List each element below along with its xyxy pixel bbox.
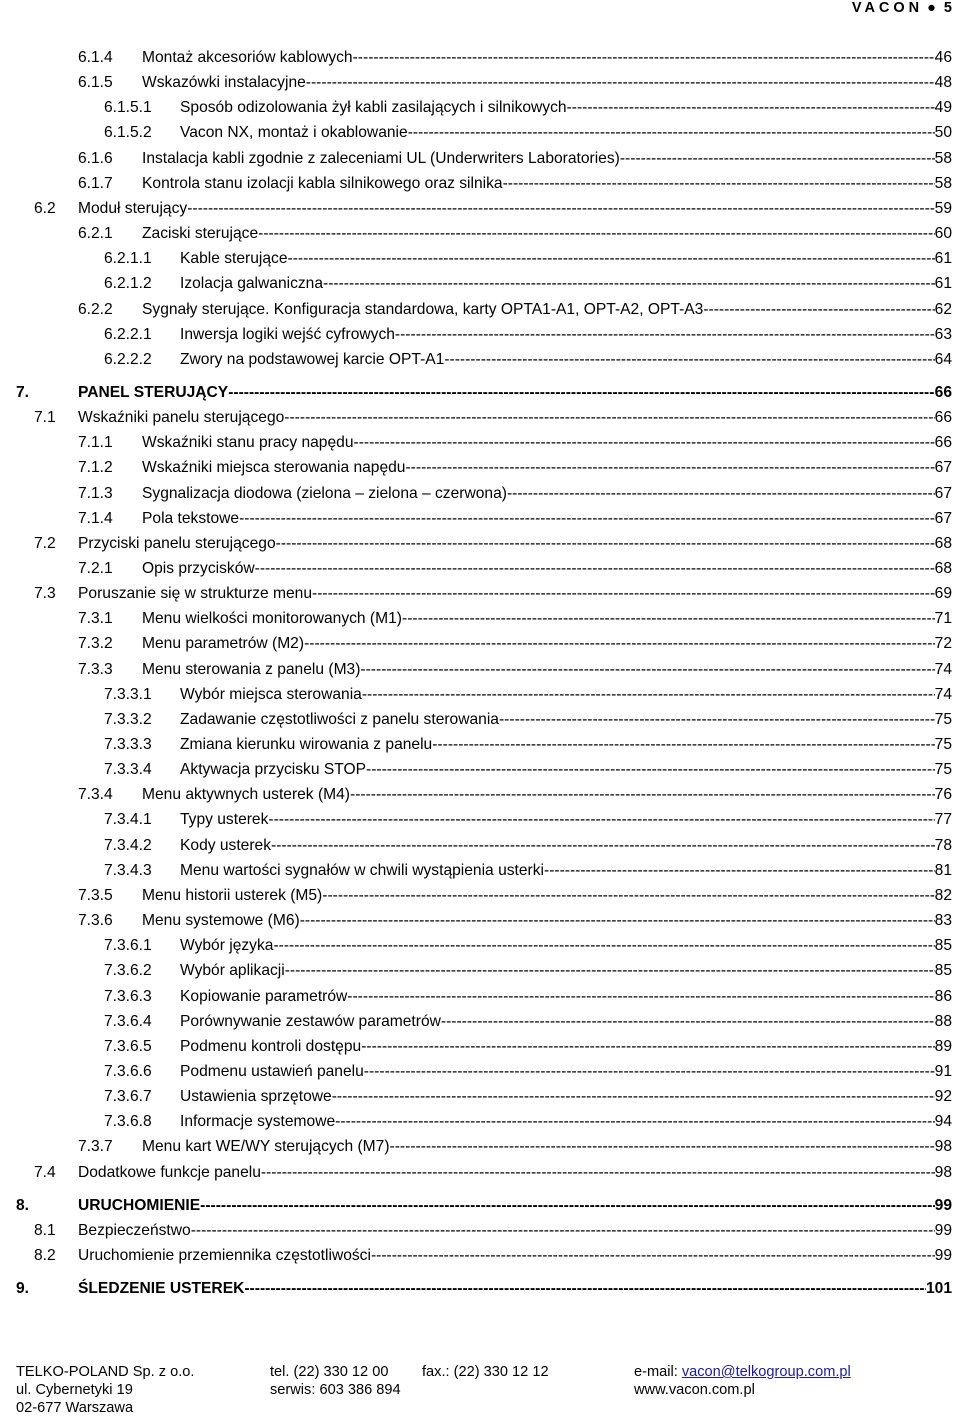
toc-entry-number: 7.2 bbox=[34, 535, 56, 552]
toc-entry-page: 50 bbox=[934, 124, 952, 141]
brand-name: VACON bbox=[851, 0, 924, 16]
toc-entry-number: 7.3.6.7 bbox=[104, 1088, 152, 1105]
toc-entry[interactable] bbox=[104, 1061, 952, 1083]
toc-entry-title: Zwory na podstawowej karcie OPT-A1 bbox=[180, 351, 445, 368]
toc-entry-page: 98 bbox=[934, 1164, 952, 1181]
toc-leader bbox=[544, 860, 935, 882]
toc-entry-number: 7.3.4.1 bbox=[104, 811, 152, 828]
toc-entry-page: 77 bbox=[934, 811, 952, 828]
toc-entry-page: 64 bbox=[934, 351, 952, 368]
toc-entry-number: 7.1.4 bbox=[78, 510, 113, 527]
toc-entry-title: Przyciski panelu sterującego bbox=[78, 535, 276, 552]
toc-entry-page: 72 bbox=[934, 635, 952, 652]
toc-entry-number: 6.1.4 bbox=[78, 49, 113, 66]
toc-leader bbox=[390, 1136, 935, 1158]
toc-entry[interactable] bbox=[104, 935, 952, 957]
toc-entry-page: 82 bbox=[934, 887, 952, 904]
toc-entry-number: 6.1.5 bbox=[78, 74, 113, 91]
toc-entry-number: 7.1.3 bbox=[78, 485, 113, 502]
toc-entry-page: 75 bbox=[934, 736, 952, 753]
toc-leader bbox=[408, 122, 935, 144]
toc-leader bbox=[507, 483, 935, 505]
toc-entry-title: Kopiowanie parametrów bbox=[180, 988, 348, 1005]
toc-entry[interactable] bbox=[104, 1011, 952, 1033]
toc-entry[interactable] bbox=[78, 633, 952, 655]
toc-entry-title: Informacje systemowe bbox=[180, 1113, 336, 1130]
toc-entry-title: Montaż akcesoriów kablowych bbox=[142, 49, 353, 66]
toc-leader bbox=[405, 457, 934, 479]
toc-entry-title: Sygnalizacja diodowa (zielona – zielona – czerwona) bbox=[142, 485, 507, 502]
toc-entry-number: 7.3.3.2 bbox=[104, 711, 152, 728]
toc-entry-number: 6.2.2 bbox=[78, 301, 113, 318]
toc-entry-page: 67 bbox=[934, 459, 952, 476]
toc-entry[interactable] bbox=[78, 457, 952, 479]
toc-entry[interactable] bbox=[34, 583, 952, 605]
toc-entry-page: 76 bbox=[934, 786, 952, 803]
toc-entry[interactable] bbox=[104, 349, 952, 371]
toc-entry-page: 59 bbox=[934, 200, 952, 217]
toc-entry[interactable] bbox=[104, 122, 952, 144]
toc-leader bbox=[285, 960, 935, 982]
toc-entry-number: 7.3.1 bbox=[78, 610, 113, 627]
toc-entry[interactable] bbox=[78, 910, 952, 932]
toc-leader bbox=[271, 835, 935, 857]
toc-entry-number: 7.3.6.8 bbox=[104, 1113, 152, 1130]
toc-entry-title: Podmenu kontroli dostępu bbox=[180, 1038, 362, 1055]
toc-entry[interactable] bbox=[34, 407, 952, 429]
toc-entry[interactable] bbox=[78, 173, 952, 195]
toc-entry-number: 7.2.1 bbox=[78, 560, 113, 577]
toc-entry-number: 6.2.1.2 bbox=[104, 275, 152, 292]
toc-entry[interactable] bbox=[16, 1195, 952, 1217]
page-header bbox=[852, 0, 952, 16]
toc-entry-title: Moduł sterujący bbox=[78, 200, 188, 217]
toc-entry-page: 85 bbox=[934, 937, 952, 954]
toc-entry-number: 7.3.6 bbox=[78, 912, 113, 929]
toc-entry-page: 67 bbox=[934, 485, 952, 502]
toc-entry[interactable] bbox=[78, 299, 952, 321]
toc-entry-page: 74 bbox=[934, 661, 952, 678]
email-label: e-mail: bbox=[634, 1364, 682, 1380]
toc-entry-number: 7.3.6.2 bbox=[104, 962, 152, 979]
toc-entry-title: Zmiana kierunku wirowania z panelu bbox=[180, 736, 433, 753]
toc-entry-title: Menu aktywnych usterek (M4) bbox=[142, 786, 350, 803]
toc-entry-page: 74 bbox=[934, 686, 952, 703]
toc-entry-page: 66 bbox=[934, 384, 952, 401]
toc-entry-page: 86 bbox=[934, 988, 952, 1005]
toc-entry-number: 7.3 bbox=[34, 585, 56, 602]
toc-entry-title: Bezpieczeństwo bbox=[78, 1222, 191, 1239]
toc-entry-number: 6.2.2.1 bbox=[104, 326, 152, 343]
toc-entry-page: 71 bbox=[934, 610, 952, 627]
toc-entry-number: 7.3.5 bbox=[78, 887, 113, 904]
toc-entry[interactable] bbox=[104, 960, 952, 982]
toc-entry[interactable] bbox=[78, 47, 952, 69]
toc-entry-title: Menu wielkości monitorowanych (M1) bbox=[142, 610, 402, 627]
toc-leader bbox=[444, 349, 934, 371]
toc-entry[interactable] bbox=[104, 759, 952, 781]
toc-entry-number: 7.3.6.4 bbox=[104, 1013, 152, 1030]
toc-entry-title: Ustawienia sprzętowe bbox=[180, 1088, 332, 1105]
street-address: ul. Cybernetyki 19 bbox=[16, 1382, 133, 1398]
toc-entry[interactable] bbox=[104, 809, 952, 831]
toc-entry-page: 91 bbox=[934, 1063, 952, 1080]
toc-entry[interactable] bbox=[34, 198, 952, 220]
toc-leader bbox=[191, 1220, 935, 1242]
toc-entry[interactable] bbox=[104, 97, 952, 119]
toc-entry[interactable] bbox=[78, 508, 952, 530]
toc-entry-title: Kody usterek bbox=[180, 837, 272, 854]
toc-leader bbox=[499, 709, 935, 731]
toc-entry-page: 66 bbox=[934, 409, 952, 426]
toc-entry[interactable] bbox=[104, 709, 952, 731]
toc-entry-number: 6.2.1 bbox=[78, 225, 113, 242]
toc-leader bbox=[200, 1195, 934, 1217]
toc-entry[interactable] bbox=[104, 1086, 952, 1108]
toc-entry-page: 78 bbox=[934, 837, 952, 854]
toc-entry-title: Sygnały sterujące. Konfiguracja standardowa, karty OPTA1-A1, OPT-A2, OPT-A3 bbox=[142, 301, 704, 318]
toc-entry-title: Inwersja logiki wejść cyfrowych bbox=[180, 326, 395, 343]
toc-entry-title: Poruszanie się w strukturze menu bbox=[78, 585, 313, 602]
toc-entry[interactable] bbox=[16, 382, 952, 404]
toc-entry-page: 66 bbox=[934, 434, 952, 451]
toc-entry-page: 98 bbox=[934, 1138, 952, 1155]
toc-entry-title: Typy usterek bbox=[180, 811, 269, 828]
toc-entry-number: 7.3.6.1 bbox=[104, 937, 152, 954]
toc-entry[interactable] bbox=[104, 684, 952, 706]
toc-leader bbox=[276, 533, 935, 555]
toc-entry-page: 99 bbox=[934, 1222, 952, 1239]
toc-leader bbox=[288, 248, 935, 270]
toc-entry-number: 6.2.1.1 bbox=[104, 250, 152, 267]
toc-entry-number: 6.1.5.2 bbox=[104, 124, 152, 141]
toc-entry[interactable] bbox=[104, 248, 952, 270]
toc-entry-title: Vacon NX, montaż i okablowanie bbox=[180, 124, 408, 141]
toc-entry[interactable] bbox=[104, 1111, 952, 1133]
toc-entry-title: Wskaźniki panelu sterującego bbox=[78, 409, 285, 426]
toc-entry[interactable] bbox=[34, 1220, 952, 1242]
toc-entry-number: 7.3.6.5 bbox=[104, 1038, 152, 1055]
toc-entry-number: 6.1.5.1 bbox=[104, 99, 152, 116]
toc-entry-page: 83 bbox=[934, 912, 952, 929]
toc-entry-title: Wskaźniki miejsca sterowania napędu bbox=[142, 459, 406, 476]
toc-entry-title: Menu wartości sygnałów w chwili wystąpienia usterki bbox=[180, 862, 544, 879]
toc-entry-number: 7.3.2 bbox=[78, 635, 113, 652]
toc-entry-title: Aktywacja przycisku STOP bbox=[180, 761, 367, 778]
toc-leader bbox=[322, 885, 934, 907]
toc-leader bbox=[503, 173, 935, 195]
toc-leader bbox=[620, 148, 935, 170]
toc-entry-title: URUCHOMIENIE bbox=[78, 1197, 201, 1214]
toc-entry-page: 60 bbox=[934, 225, 952, 242]
toc-entry-number: 7.3.3.4 bbox=[104, 761, 152, 778]
toc-leader bbox=[284, 407, 934, 429]
phone-number: tel. (22) 330 12 00 bbox=[270, 1364, 389, 1380]
toc-entry-page: 61 bbox=[934, 275, 952, 292]
toc-leader bbox=[304, 633, 935, 655]
toc-leader bbox=[353, 47, 935, 69]
toc-entry-page: 58 bbox=[934, 150, 952, 167]
toc-entry-number: 6.1.7 bbox=[78, 175, 113, 192]
toc-leader bbox=[402, 608, 935, 630]
bullet-icon: ● bbox=[927, 0, 936, 16]
toc-leader bbox=[371, 1245, 935, 1267]
toc-entry-page: 85 bbox=[934, 962, 952, 979]
toc-entry-number: 8.2 bbox=[34, 1247, 56, 1264]
toc-entry-number: 7.3.4 bbox=[78, 786, 113, 803]
toc-entry-number: 7.3.3.3 bbox=[104, 736, 152, 753]
company-name: TELKO-POLAND Sp. z o.o. bbox=[16, 1364, 195, 1380]
toc-entry[interactable] bbox=[78, 558, 952, 580]
toc-entry[interactable] bbox=[78, 659, 952, 681]
toc-leader bbox=[187, 198, 934, 220]
toc-entry-page: 61 bbox=[934, 250, 952, 267]
toc-entry-page: 68 bbox=[934, 535, 952, 552]
toc-entry-title: Wybór języka bbox=[180, 937, 274, 954]
toc-entry-number: 7.1.1 bbox=[78, 434, 113, 451]
toc-entry-title: Opis przycisków bbox=[142, 560, 255, 577]
toc-leader bbox=[366, 759, 935, 781]
toc-entry-number: 6.1.6 bbox=[78, 150, 113, 167]
toc-leader bbox=[323, 273, 935, 295]
toc-entry-title: Zaciski sterujące bbox=[142, 225, 259, 242]
toc-entry-page: 58 bbox=[934, 175, 952, 192]
toc-entry-number: 8. bbox=[16, 1197, 30, 1214]
toc-leader bbox=[300, 910, 935, 932]
city-address: 02-677 Warszawa bbox=[16, 1400, 134, 1416]
toc-entry[interactable] bbox=[104, 986, 952, 1008]
toc-entry-title: Menu parametrów (M2) bbox=[142, 635, 305, 652]
toc-entry-title: Wybór miejsca sterowania bbox=[180, 686, 362, 703]
toc-entry-title: Menu sterowania z panelu (M3) bbox=[142, 661, 361, 678]
toc-leader bbox=[432, 734, 934, 756]
toc-entry-number: 7.1.2 bbox=[78, 459, 113, 476]
toc-entry-page: 75 bbox=[934, 711, 952, 728]
toc-leader bbox=[567, 97, 935, 119]
toc-entry[interactable] bbox=[78, 432, 952, 454]
toc-entry-title: Podmenu ustawień panelu bbox=[180, 1063, 364, 1080]
toc-entry-page: 62 bbox=[934, 301, 952, 318]
toc-leader bbox=[261, 1162, 935, 1184]
toc-entry-title: Wskazówki instalacyjne bbox=[142, 74, 306, 91]
toc-entry-title: Izolacja galwaniczna bbox=[180, 275, 324, 292]
toc-leader bbox=[364, 1061, 935, 1083]
service-phone: serwis: 603 386 894 bbox=[270, 1382, 401, 1398]
toc-entry-title: Uruchomienie przemiennika częstotliwości bbox=[78, 1247, 371, 1264]
toc-entry-number: 7.3.6.6 bbox=[104, 1063, 152, 1080]
toc-entry-number: 6.2.2.2 bbox=[104, 351, 152, 368]
toc-entry-title: Zadawanie częstotliwości z panelu sterowania bbox=[180, 711, 499, 728]
toc-entry-number: 9. bbox=[16, 1280, 30, 1297]
toc-entry-page: 67 bbox=[934, 510, 952, 527]
toc-entry-page: 94 bbox=[934, 1113, 952, 1130]
toc-leader bbox=[360, 659, 934, 681]
toc-entry[interactable] bbox=[78, 608, 952, 630]
toc-entry-title: Dodatkowe funkcje panelu bbox=[78, 1164, 261, 1181]
toc-entry[interactable] bbox=[78, 1136, 952, 1158]
toc-entry[interactable] bbox=[104, 860, 952, 882]
toc-entry-page: 46 bbox=[934, 49, 952, 66]
toc-entry-title: Menu kart WE/WY sterujących (M7) bbox=[142, 1138, 390, 1155]
toc-entry[interactable] bbox=[78, 483, 952, 505]
toc-entry-number: 7. bbox=[16, 384, 30, 401]
website-link[interactable]: www.vacon.com.pl bbox=[634, 1382, 755, 1398]
toc-entry[interactable] bbox=[104, 324, 952, 346]
toc-entry-number: 7.3.3.1 bbox=[104, 686, 152, 703]
toc-leader bbox=[273, 935, 934, 957]
toc-entry-title: Instalacja kabli zgodnie z zaleceniami UL (Underwriters Laboratories) bbox=[142, 150, 620, 167]
toc-entry[interactable] bbox=[34, 1162, 952, 1184]
toc-entry-page: 48 bbox=[934, 74, 952, 91]
email-link[interactable]: vacon@telkogroup.com.pl bbox=[681, 1364, 851, 1380]
toc-entry-page: 81 bbox=[934, 862, 952, 879]
toc-leader bbox=[268, 809, 934, 831]
toc-entry-title: PANEL STERUJĄCY bbox=[78, 384, 229, 401]
toc-entry-number: 7.3.4.3 bbox=[104, 862, 152, 879]
toc-leader bbox=[335, 1111, 935, 1133]
toc-entry-page: 101 bbox=[925, 1280, 952, 1297]
toc-entry-number: 6.2 bbox=[34, 200, 56, 217]
toc-entry[interactable] bbox=[34, 533, 952, 555]
toc-entry-number: 7.3.4.2 bbox=[104, 837, 152, 854]
toc-entry[interactable] bbox=[78, 72, 952, 94]
toc-entry-page: 92 bbox=[934, 1088, 952, 1105]
toc-entry[interactable] bbox=[16, 1278, 952, 1300]
toc-entry-title: ŚLEDZENIE USTEREK bbox=[78, 1280, 245, 1297]
fax-number: fax.: (22) 330 12 12 bbox=[422, 1364, 549, 1380]
toc-entry-page: 49 bbox=[934, 99, 952, 116]
toc-entry-page: 99 bbox=[934, 1247, 952, 1264]
toc-leader bbox=[306, 72, 935, 94]
toc-leader bbox=[703, 299, 934, 321]
toc-leader bbox=[312, 583, 935, 605]
toc-leader bbox=[362, 684, 935, 706]
toc-entry-page: 68 bbox=[934, 560, 952, 577]
toc-entry-number: 8.1 bbox=[34, 1222, 56, 1239]
toc-entry-number: 7.4 bbox=[34, 1164, 56, 1181]
toc-leader bbox=[395, 324, 935, 346]
toc-entry-number: 7.3.6.3 bbox=[104, 988, 152, 1005]
toc-entry-title: Wskaźniki stanu pracy napędu bbox=[142, 434, 354, 451]
toc-leader bbox=[258, 223, 935, 245]
toc-leader bbox=[347, 986, 934, 1008]
toc-entry-page: 63 bbox=[934, 326, 952, 343]
toc-entry-number: 7.3.7 bbox=[78, 1138, 113, 1155]
toc-entry-title: Pola tekstowe bbox=[142, 510, 240, 527]
toc-entry-number: 7.3.3 bbox=[78, 661, 113, 678]
toc-leader bbox=[332, 1086, 935, 1108]
toc-entry-title: Wybór aplikacji bbox=[180, 962, 285, 979]
toc-entry-title: Menu historii usterek (M5) bbox=[142, 887, 323, 904]
toc-entry-number: 7.1 bbox=[34, 409, 56, 426]
toc-entry-page: 89 bbox=[934, 1038, 952, 1055]
toc-leader bbox=[361, 1036, 934, 1058]
toc-entry-title: Menu systemowe (M6) bbox=[142, 912, 300, 929]
toc-entry[interactable] bbox=[78, 885, 952, 907]
toc-entry[interactable] bbox=[34, 1245, 952, 1267]
toc-entry[interactable] bbox=[104, 734, 952, 756]
toc-leader bbox=[239, 508, 935, 530]
toc-entry-page: 88 bbox=[934, 1013, 952, 1030]
toc-entry[interactable] bbox=[78, 148, 952, 170]
toc-entry-page: 99 bbox=[934, 1197, 952, 1214]
toc-entry-page: 69 bbox=[934, 585, 952, 602]
toc-leader bbox=[255, 558, 935, 580]
toc-entry[interactable] bbox=[78, 784, 952, 806]
toc-leader bbox=[354, 432, 935, 454]
toc-entry-title: Porównywanie zestawów parametrów bbox=[180, 1013, 441, 1030]
toc-entry-title: Kable sterujące bbox=[180, 250, 288, 267]
toc-entry-title: Kontrola stanu izolacji kabla silnikowego oraz silnika bbox=[142, 175, 503, 192]
toc-entry[interactable] bbox=[104, 273, 952, 295]
toc-entry[interactable] bbox=[78, 223, 952, 245]
toc-entry[interactable] bbox=[104, 1036, 952, 1058]
page-number: 5 bbox=[943, 0, 952, 16]
toc-leader bbox=[244, 1278, 926, 1300]
toc-entry-page: 75 bbox=[934, 761, 952, 778]
toc-leader bbox=[350, 784, 935, 806]
toc-entry[interactable] bbox=[104, 835, 952, 857]
page-footer bbox=[16, 1363, 952, 1417]
toc-leader bbox=[228, 382, 934, 404]
toc-entry-title: Sposób odizolowania żył kabli zasilających i silnikowych bbox=[180, 99, 567, 116]
toc-leader bbox=[441, 1011, 935, 1033]
